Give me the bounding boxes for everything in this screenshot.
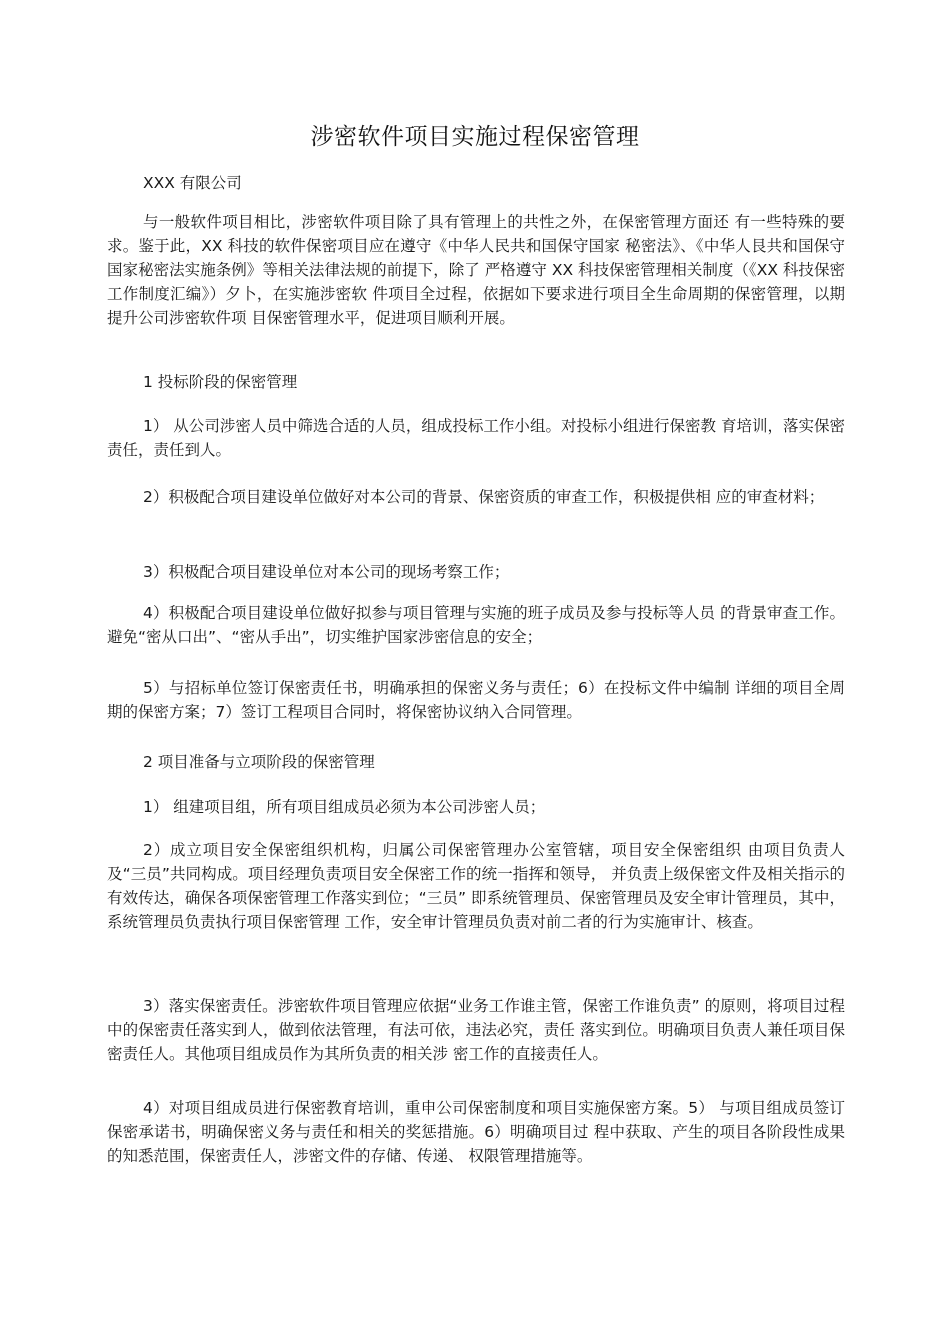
section-heading-2: 2 项目准备与立项阶段的保密管理 <box>143 753 375 771</box>
company-name: XXX 有限公司 <box>143 174 242 192</box>
section-heading-1: 1 投标阶段的保密管理 <box>143 373 298 391</box>
section-2-item-4: 4）对项目组成员进行保密教育培训，重申公司保密制度和项目实施保密方案。5） 与项目组成员签订保密承诺书，明确保密义务与责任和相关的奖惩措施。6）明确项目过 程中获取、产生的项目各阶段性成果的知悉范围，保密责任人，涉密文件的存储、传递、 权限管理措施等。 <box>107 1099 845 1165</box>
document-title: 涉密软件项目实施过程保密管理 <box>310 124 640 150</box>
section-2-item-3: 3）落实保密责任。涉密软件项目管理应依据“业务工作谁主管，保密工作谁负责” 的原则，将项目过程中的保密责任落实到人，做到依法管理，有法可依，违法必究，责任 落实到位。明确项目负责人兼任项目保密责任人。其他项目组成员作为其所负责的相关涉 密工作的直接责任人。 <box>107 997 845 1063</box>
intro-paragraph: 与一般软件项目相比，涉密软件项目除了具有管理上的共性之外，在保密管理方面还 有一些特殊的要求。鉴于此，XX 科技的软件保密项目应在遵守《中华人民共和国保守国家 秘密法》、《中华人艮共和国保守国家秘密法实施条例》等相关法律法规的前提下，除了 严格遵守 XX 科技保密管理相关制度（《XX 科技保密工作制度汇编》）夕卜，在实施涉密软 件项目全过程，依据如下要求进行项目全生命周期的保密管理，以期提升公司涉密软件项 目保密管理水平，促进项目顺利开展。 <box>107 213 845 327</box>
section-2-item-1: 1） 组建项目组，所有项目组成员必须为本公司涉密人员； <box>143 798 546 816</box>
section-1-item-3: 3）积极配合项目建设单位对本公司的现场考察工作； <box>143 563 510 581</box>
section-1-item-1: 1） 从公司涉密人员中筛选合适的人员，组成投标工作小组。对投标小组进行保密教 育培训，落实保密责任，责任到人。 <box>107 417 845 459</box>
section-1-item-2: 2）积极配合项目建设单位做好对本公司的背景、保密资质的审查工作，积极提供相 应的审查材料； <box>143 488 825 506</box>
section-1-item-5: 5）与招标单位签订保密责任书，明确承担的保密义务与责任；6）在投标文件中编制 详细的项目全周期的保密方案；7）签订工程项目合同时，将保密协议纳入合同管理。 <box>107 679 845 721</box>
section-1-item-4: 4）积极配合项目建设单位做好拟参与项目管理与实施的班子成员及参与投标等人员 的背景审查工作。避免“密从口出”、“密从手出”，切实维护国家涉密信息的安全； <box>107 604 845 646</box>
section-2-item-2: 2）成立项目安全保密组织机构，归属公司保密管理办公室管辖，项目安全保密组织 由项目负责人及“三员”共同构成。项目经理负责项目安全保密工作的统一指挥和领导， 并负责上级保密文件及相关指示的有效传达，确保各项保密管理工作落实到位；“三员” 即系统管理员、保密管理员及安全审计管理员，其中，系统管理员负责执行项目保密管理 工作，安全审计管理员负责对前二者的行为实施审计、核查。 <box>107 841 845 931</box>
